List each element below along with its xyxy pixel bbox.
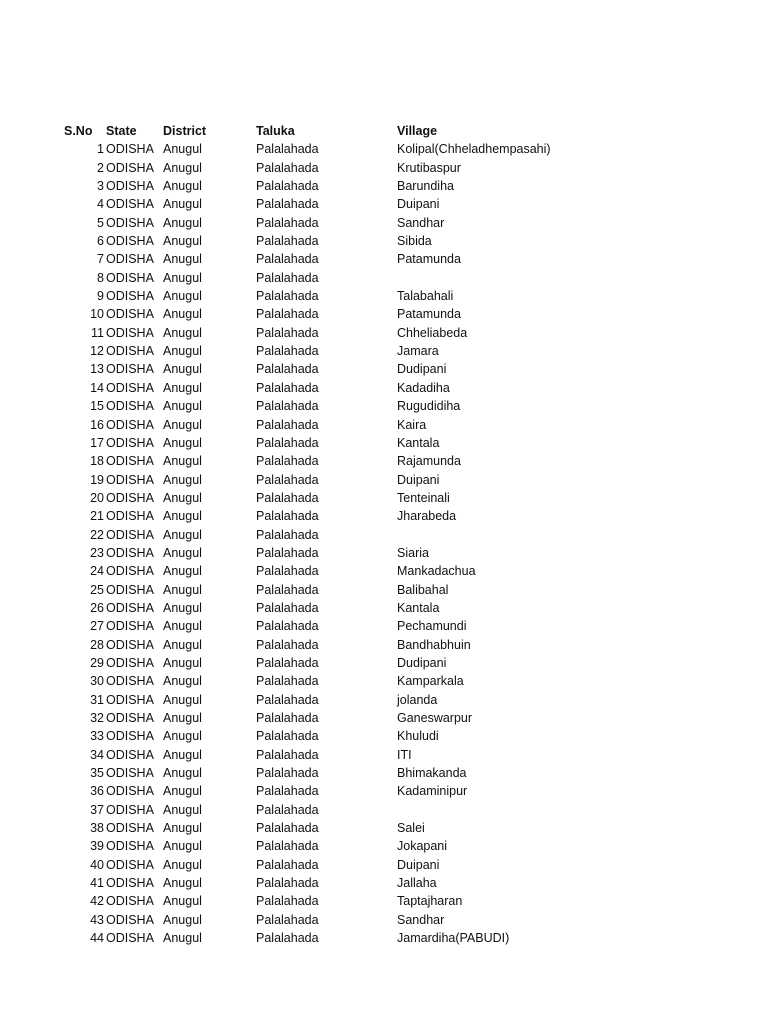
cell-village: Duipani: [397, 197, 440, 212]
table-row: [0, 636, 768, 654]
cell-state: ODISHA: [106, 729, 154, 744]
cell-state: ODISHA: [106, 234, 154, 249]
table-row: [0, 911, 768, 929]
cell-sno: 36: [90, 784, 104, 799]
cell-district: Anugul: [163, 692, 202, 707]
cell-state: ODISHA: [106, 564, 154, 579]
cell-village: Dudipani: [397, 655, 447, 670]
cell-state: ODISHA: [106, 637, 154, 652]
cell-sno: 18: [90, 454, 104, 469]
cell-village: Balibahal: [397, 582, 449, 597]
cell-village: Patamunda: [397, 252, 461, 267]
cell-taluka: Palalahada: [256, 289, 319, 304]
header-sno: S.No: [64, 124, 93, 138]
table-row: [0, 159, 768, 177]
cell-village: Jamara: [397, 344, 439, 359]
cell-state: ODISHA: [106, 325, 154, 340]
cell-sno: 16: [90, 417, 104, 432]
cell-taluka: Palalahada: [256, 839, 319, 854]
cell-state: ODISHA: [106, 821, 154, 836]
cell-taluka: Palalahada: [256, 711, 319, 725]
cell-taluka: Palalahada: [256, 344, 319, 359]
cell-village: jolanda: [397, 692, 438, 707]
table-row: [0, 140, 768, 158]
cell-state: ODISHA: [106, 380, 154, 395]
table-row: [0, 471, 768, 489]
cell-sno: 3: [97, 179, 104, 194]
cell-state: ODISHA: [106, 711, 154, 725]
cell-taluka: Palalahada: [256, 747, 319, 762]
cell-taluka: Palalahada: [256, 876, 319, 891]
cell-taluka: Palalahada: [256, 637, 319, 652]
cell-state: ODISHA: [106, 270, 154, 285]
cell-district: Anugul: [163, 307, 202, 322]
cell-state: ODISHA: [106, 472, 154, 487]
cell-sno: 15: [90, 399, 104, 414]
cell-sno: 32: [90, 711, 104, 725]
table-header-row: [0, 122, 768, 140]
cell-village: Kolipal(Chheladhempasahi): [397, 142, 551, 157]
cell-state: ODISHA: [106, 582, 154, 597]
table-row: [0, 360, 768, 378]
table-row: [0, 269, 768, 287]
cell-district: Anugul: [163, 197, 202, 212]
table-body: [0, 140, 768, 947]
cell-sno: 4: [97, 197, 104, 212]
cell-state: ODISHA: [106, 509, 154, 524]
cell-sno: 7: [97, 252, 104, 267]
table-row: [0, 177, 768, 195]
cell-sno: 38: [90, 821, 104, 836]
cell-district: Anugul: [163, 179, 202, 194]
cell-district: Anugul: [163, 729, 202, 744]
cell-sno: 40: [90, 857, 104, 872]
cell-district: Anugul: [163, 839, 202, 854]
table-row: [0, 397, 768, 415]
cell-taluka: Palalahada: [256, 142, 319, 157]
cell-taluka: Palalahada: [256, 197, 319, 212]
cell-district: Anugul: [163, 545, 202, 560]
header-district: District: [163, 124, 207, 138]
cell-district: Anugul: [163, 417, 202, 432]
cell-taluka: Palalahada: [256, 417, 319, 432]
cell-state: ODISHA: [106, 160, 154, 175]
table-row: [0, 544, 768, 562]
table-row: [0, 892, 768, 910]
cell-sno: 2: [97, 160, 104, 175]
cell-district: Anugul: [163, 637, 202, 652]
cell-village: Bandhabhuin: [397, 637, 471, 652]
cell-sno: 34: [90, 747, 104, 762]
cell-taluka: Palalahada: [256, 582, 319, 597]
table-row: [0, 782, 768, 800]
cell-taluka: Palalahada: [256, 912, 319, 927]
table-row: [0, 709, 768, 727]
cell-district: Anugul: [163, 215, 202, 230]
cell-state: ODISHA: [106, 435, 154, 450]
cell-sno: 8: [97, 270, 104, 285]
header-village: Village: [397, 124, 438, 138]
cell-state: ODISHA: [106, 912, 154, 927]
cell-state: ODISHA: [106, 417, 154, 432]
cell-village: Sibida: [397, 234, 432, 249]
cell-sno: 30: [90, 674, 104, 689]
cell-taluka: Palalahada: [256, 821, 319, 836]
table-row: [0, 305, 768, 323]
cell-district: Anugul: [163, 234, 202, 249]
cell-sno: 24: [90, 564, 104, 579]
cell-sno: 17: [90, 435, 104, 450]
cell-village: Siaria: [397, 545, 429, 560]
cell-district: Anugul: [163, 655, 202, 670]
cell-state: ODISHA: [106, 399, 154, 414]
cell-sno: 35: [90, 766, 104, 781]
table-row: [0, 452, 768, 470]
cell-village: Kaira: [397, 417, 427, 432]
cell-state: ODISHA: [106, 747, 154, 762]
cell-state: ODISHA: [106, 362, 154, 377]
cell-village: Ganeswarpur: [397, 711, 473, 725]
cell-sno: 5: [97, 215, 104, 230]
cell-village: Dudipani: [397, 362, 447, 377]
cell-taluka: Palalahada: [256, 931, 319, 946]
cell-district: Anugul: [163, 490, 202, 505]
cell-district: Anugul: [163, 600, 202, 615]
table-row: [0, 654, 768, 672]
cell-state: ODISHA: [106, 784, 154, 799]
table-row: [0, 507, 768, 525]
cell-district: Anugul: [163, 472, 202, 487]
table-row: [0, 672, 768, 690]
header-taluka: Taluka: [256, 124, 295, 138]
cell-district: Anugul: [163, 821, 202, 836]
table-row: [0, 929, 768, 947]
header-state: State: [106, 124, 137, 138]
cell-village: Jharabeda: [397, 509, 457, 524]
cell-village: Sandhar: [397, 912, 445, 927]
cell-sno: 21: [90, 509, 104, 524]
cell-sno: 44: [90, 931, 104, 946]
table-row: [0, 489, 768, 507]
cell-sno: 39: [90, 839, 104, 854]
cell-taluka: Palalahada: [256, 692, 319, 707]
cell-village: Patamunda: [397, 307, 461, 322]
cell-state: ODISHA: [106, 289, 154, 304]
cell-state: ODISHA: [106, 454, 154, 469]
table-row: [0, 599, 768, 617]
cell-taluka: Palalahada: [256, 655, 319, 670]
cell-sno: 13: [90, 362, 104, 377]
cell-district: Anugul: [163, 142, 202, 157]
cell-sno: 42: [90, 894, 104, 909]
cell-taluka: Palalahada: [256, 215, 319, 230]
cell-district: Anugul: [163, 619, 202, 634]
cell-village: Kantala: [397, 435, 440, 450]
cell-district: Anugul: [163, 876, 202, 891]
cell-village: Duipani: [397, 472, 440, 487]
cell-state: ODISHA: [106, 857, 154, 872]
table-row: [0, 617, 768, 635]
cell-village: Jamardiha(PABUDI): [397, 931, 510, 946]
table-row: [0, 727, 768, 745]
cell-village: Duipani: [397, 857, 440, 872]
table-row: [0, 746, 768, 764]
cell-taluka: Palalahada: [256, 674, 319, 689]
cell-district: Anugul: [163, 747, 202, 762]
cell-taluka: Palalahada: [256, 490, 319, 505]
cell-state: ODISHA: [106, 142, 154, 157]
table-row: [0, 416, 768, 434]
cell-sno: 29: [90, 655, 104, 670]
cell-taluka: Palalahada: [256, 362, 319, 377]
table-row: [0, 342, 768, 360]
table-row: [0, 195, 768, 213]
cell-sno: 11: [91, 325, 104, 340]
cell-district: Anugul: [163, 711, 202, 725]
cell-district: Anugul: [163, 766, 202, 781]
cell-district: Anugul: [163, 564, 202, 579]
cell-village: Kantala: [397, 600, 440, 615]
cell-sno: 27: [90, 619, 104, 634]
cell-village: Rugudidiha: [397, 399, 461, 414]
table-row: [0, 764, 768, 782]
cell-state: ODISHA: [106, 545, 154, 560]
cell-taluka: Palalahada: [256, 252, 319, 267]
table-row: [0, 434, 768, 452]
cell-taluka: Palalahada: [256, 766, 319, 781]
cell-district: Anugul: [163, 435, 202, 450]
table-row: [0, 287, 768, 305]
cell-district: Anugul: [163, 380, 202, 395]
cell-state: ODISHA: [106, 876, 154, 891]
cell-state: ODISHA: [106, 344, 154, 359]
table-row: [0, 691, 768, 709]
cell-sno: 23: [90, 545, 104, 560]
cell-taluka: Palalahada: [256, 564, 319, 579]
cell-taluka: Palalahada: [256, 729, 319, 744]
cell-taluka: Palalahada: [256, 600, 319, 615]
cell-sno: 26: [90, 600, 104, 615]
cell-state: ODISHA: [106, 674, 154, 689]
cell-sno: 31: [90, 692, 104, 707]
cell-taluka: Palalahada: [256, 179, 319, 194]
cell-district: Anugul: [163, 527, 202, 542]
cell-village: Jallaha: [397, 876, 437, 891]
cell-district: Anugul: [163, 289, 202, 304]
cell-village: Bhimakanda: [397, 766, 467, 781]
cell-state: ODISHA: [106, 692, 154, 707]
cell-district: Anugul: [163, 674, 202, 689]
cell-village: ITI: [397, 747, 412, 762]
table-row: [0, 837, 768, 855]
cell-district: Anugul: [163, 802, 202, 817]
cell-sno: 25: [90, 582, 104, 597]
cell-taluka: Palalahada: [256, 454, 319, 469]
cell-district: Anugul: [163, 325, 202, 340]
cell-sno: 22: [90, 527, 104, 542]
cell-state: ODISHA: [106, 600, 154, 615]
cell-sno: 1: [97, 142, 104, 157]
table-row: [0, 856, 768, 874]
cell-sno: 37: [90, 802, 104, 817]
cell-village: Krutibaspur: [397, 160, 461, 175]
cell-sno: 33: [90, 729, 104, 744]
table-row: [0, 379, 768, 397]
cell-taluka: Palalahada: [256, 435, 319, 450]
table-row: [0, 214, 768, 232]
cell-village: Kadaminipur: [397, 784, 468, 799]
cell-taluka: Palalahada: [256, 545, 319, 560]
cell-state: ODISHA: [106, 894, 154, 909]
cell-state: ODISHA: [106, 215, 154, 230]
cell-district: Anugul: [163, 931, 202, 946]
cell-district: Anugul: [163, 582, 202, 597]
cell-taluka: Palalahada: [256, 399, 319, 414]
cell-taluka: Palalahada: [256, 802, 319, 817]
cell-state: ODISHA: [106, 766, 154, 781]
village-table: [0, 122, 768, 947]
cell-taluka: Palalahada: [256, 894, 319, 909]
table-row: [0, 562, 768, 580]
cell-taluka: Palalahada: [256, 380, 319, 395]
cell-sno: 28: [90, 637, 104, 652]
cell-village: Rajamunda: [397, 454, 461, 469]
cell-state: ODISHA: [106, 490, 154, 505]
cell-village: Pechamundi: [397, 619, 467, 634]
table-row: [0, 526, 768, 544]
cell-taluka: Palalahada: [256, 325, 319, 340]
cell-village: Khuludi: [397, 729, 439, 744]
cell-state: ODISHA: [106, 179, 154, 194]
cell-district: Anugul: [163, 252, 202, 267]
cell-sno: 6: [97, 234, 104, 249]
cell-district: Anugul: [163, 912, 202, 927]
cell-village: Sandhar: [397, 215, 445, 230]
cell-state: ODISHA: [106, 619, 154, 634]
cell-state: ODISHA: [106, 839, 154, 854]
cell-district: Anugul: [163, 784, 202, 799]
cell-village: Tenteinali: [397, 490, 450, 505]
cell-taluka: Palalahada: [256, 527, 319, 542]
cell-village: Chheliabeda: [397, 325, 468, 340]
cell-village: Kamparkala: [397, 674, 464, 689]
cell-sno: 12: [90, 344, 104, 359]
cell-taluka: Palalahada: [256, 509, 319, 524]
cell-village: Taptajharan: [397, 894, 463, 909]
cell-state: ODISHA: [106, 931, 154, 946]
cell-state: ODISHA: [106, 307, 154, 322]
cell-state: ODISHA: [106, 802, 154, 817]
cell-taluka: Palalahada: [256, 472, 319, 487]
cell-sno: 43: [90, 912, 104, 927]
cell-district: Anugul: [163, 362, 202, 377]
cell-sno: 14: [90, 380, 104, 395]
cell-taluka: Palalahada: [256, 234, 319, 249]
cell-sno: 41: [90, 876, 104, 891]
table-row: [0, 819, 768, 837]
cell-taluka: Palalahada: [256, 619, 319, 634]
cell-state: ODISHA: [106, 655, 154, 670]
cell-sno: 19: [90, 472, 104, 487]
cell-taluka: Palalahada: [256, 160, 319, 175]
cell-village: Mankadachua: [397, 564, 476, 579]
cell-district: Anugul: [163, 344, 202, 359]
cell-village: Jokapani: [397, 839, 448, 854]
table-row: [0, 801, 768, 819]
cell-state: ODISHA: [106, 527, 154, 542]
cell-state: ODISHA: [106, 197, 154, 212]
table-row: [0, 581, 768, 599]
cell-district: Anugul: [163, 509, 202, 524]
cell-sno: 20: [90, 490, 104, 505]
table-row: [0, 250, 768, 268]
cell-district: Anugul: [163, 160, 202, 175]
cell-district: Anugul: [163, 399, 202, 414]
cell-taluka: Palalahada: [256, 307, 319, 322]
table-row: [0, 232, 768, 250]
cell-village: Kadadiha: [397, 380, 450, 395]
cell-taluka: Palalahada: [256, 784, 319, 799]
cell-district: Anugul: [163, 270, 202, 285]
cell-state: ODISHA: [106, 252, 154, 267]
cell-district: Anugul: [163, 894, 202, 909]
cell-village: Salei: [397, 821, 425, 836]
cell-sno: 9: [97, 289, 104, 304]
cell-taluka: Palalahada: [256, 857, 319, 872]
cell-district: Anugul: [163, 454, 202, 469]
cell-sno: 10: [90, 307, 104, 322]
cell-district: Anugul: [163, 857, 202, 872]
cell-village: Talabahali: [397, 289, 454, 304]
cell-taluka: Palalahada: [256, 270, 319, 285]
cell-village: Barundiha: [397, 179, 454, 194]
table-row: [0, 874, 768, 892]
table-row: [0, 324, 768, 342]
